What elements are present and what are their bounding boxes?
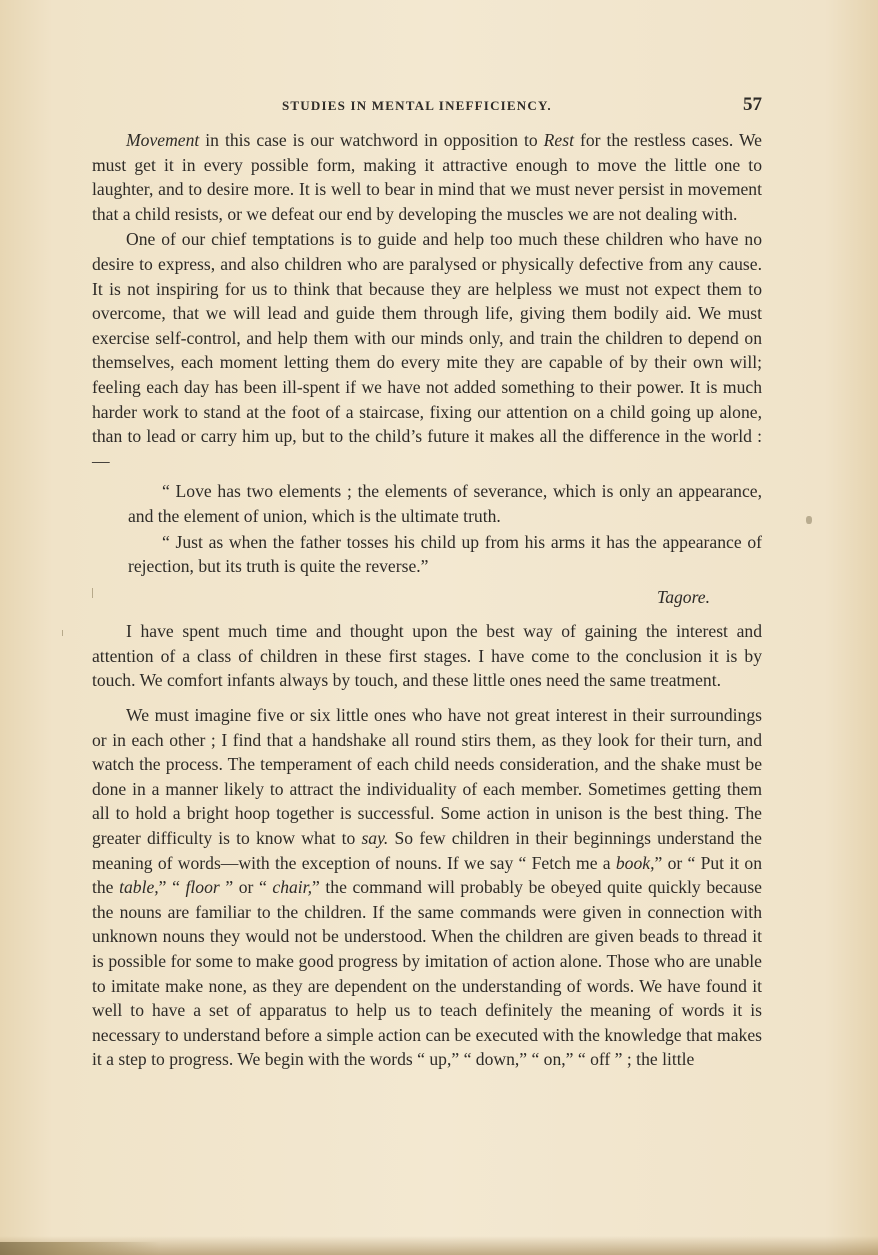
tagore-quote [128,479,762,578]
italic-floor: floor [185,877,220,898]
paragraph-text: ” the command will probably be obeyed quite quickly because the nouns are familiar to the children. If the same commands were given in connection with unknown nouns they would not be understood. When the children are given beads to thread it is possible for some to make good progress by imitation of action alone. Those who are unable to imitate make none, as they are dependent on the understanding of words. We have found it well to have a set of apparatus to help us to teach definitely the meaning of words it is necessary to understand before a simple action can be executed with the knowledge that makes it a step to progress. We begin with the words “ up,” “ down,” “ on,” “ off ” ; the little [92,877,762,1070]
paper-speck [806,516,812,524]
paragraph-text: We must imagine five or six little ones who have not great interest in their surroundings or in each other ; I find that a handshake all round stirs them, as they look for their turn, and watch the process. The temperament of each child needs consideration, and the shake must be done in a manner likely to attract the individuality of each member. Sometimes getting them all to hold a bright hoop together is successful. Some action in unison is the best thing. The greater difficulty is to know what to [92,705,762,849]
paragraph-text: So few children in their beginnings understand the meaning of words—with the exception of nouns. If we say “ Fetch me a [92,828,762,873]
body-text [92,128,762,1072]
page-number: 57 [743,94,762,115]
paragraph-text: ” or “ [219,877,273,898]
italic-chair: chair, [272,877,312,898]
italic-say: say. [361,828,389,849]
italic-movement: Movement [126,130,200,150]
scan-edge [0,1242,160,1255]
paragraph-movement [92,128,762,226]
margin-mark [92,588,93,598]
quote-line: “ Just as when the father tosses his child up from his arms it has the appearance of rejection, but its truth is quite the reverse.” [128,531,762,577]
quote-line: “ Love has two elements ; the elements of severance, which is only an appearance, and the element of union, which is the ultimate truth. [128,481,762,526]
paragraph-text: in this case is our watchword in opposition to [199,130,544,150]
paragraph-temptations: One of our chief temptations is to guide and help too much these children who have no desire to express, and also children who are paralysed or physically defective from any cause. It is not inspiring for us to think that because they are helpless we must not expect them to overcome, that we will lead and guide them through life, giving them bodily aid. We must exercise self-control, and help them with our minds only, and train the children to depend on themselves, each moment letting them do every mite they are capable of by their own will; feeling each day has been ill-spent if we have not added something to their power. It is much harder work to stand at the foot of a staircase, fixing our attention on a child going up alone, than to lead or carry him up, but to the child’s future it makes all the difference in the world : — [92,229,762,471]
running-head: STUDIES IN MENTAL INEFFICIENCY. [282,98,552,113]
quote-attribution: Tagore. [657,586,710,607]
paragraph-handshake [92,703,762,1072]
page-header [92,94,762,122]
italic-table: table, [119,877,159,898]
margin-mark [62,630,63,636]
italic-rest: Rest [543,130,574,150]
italic-book: book, [615,852,655,873]
paragraph-text: for the restless cases. We must get it in every possible form, making it attractive enough to move the little one to laughter, and to desire more. It is well to bear in mind that we must never persist in movement that a child resists, or we defeat our end by developing the muscles we are not dealing with. [92,130,762,224]
paragraph-touch: I have spent much time and thought upon the best way of gaining the interest and attention of a class of children in these first stages. I have come to the conclusion it is by touch. We comfort infants always by touch, and these little ones need the same treatment. [92,621,762,691]
paragraph-text: ” or “ Put it on the [92,852,762,898]
paragraph-text: ” “ [158,877,186,898]
